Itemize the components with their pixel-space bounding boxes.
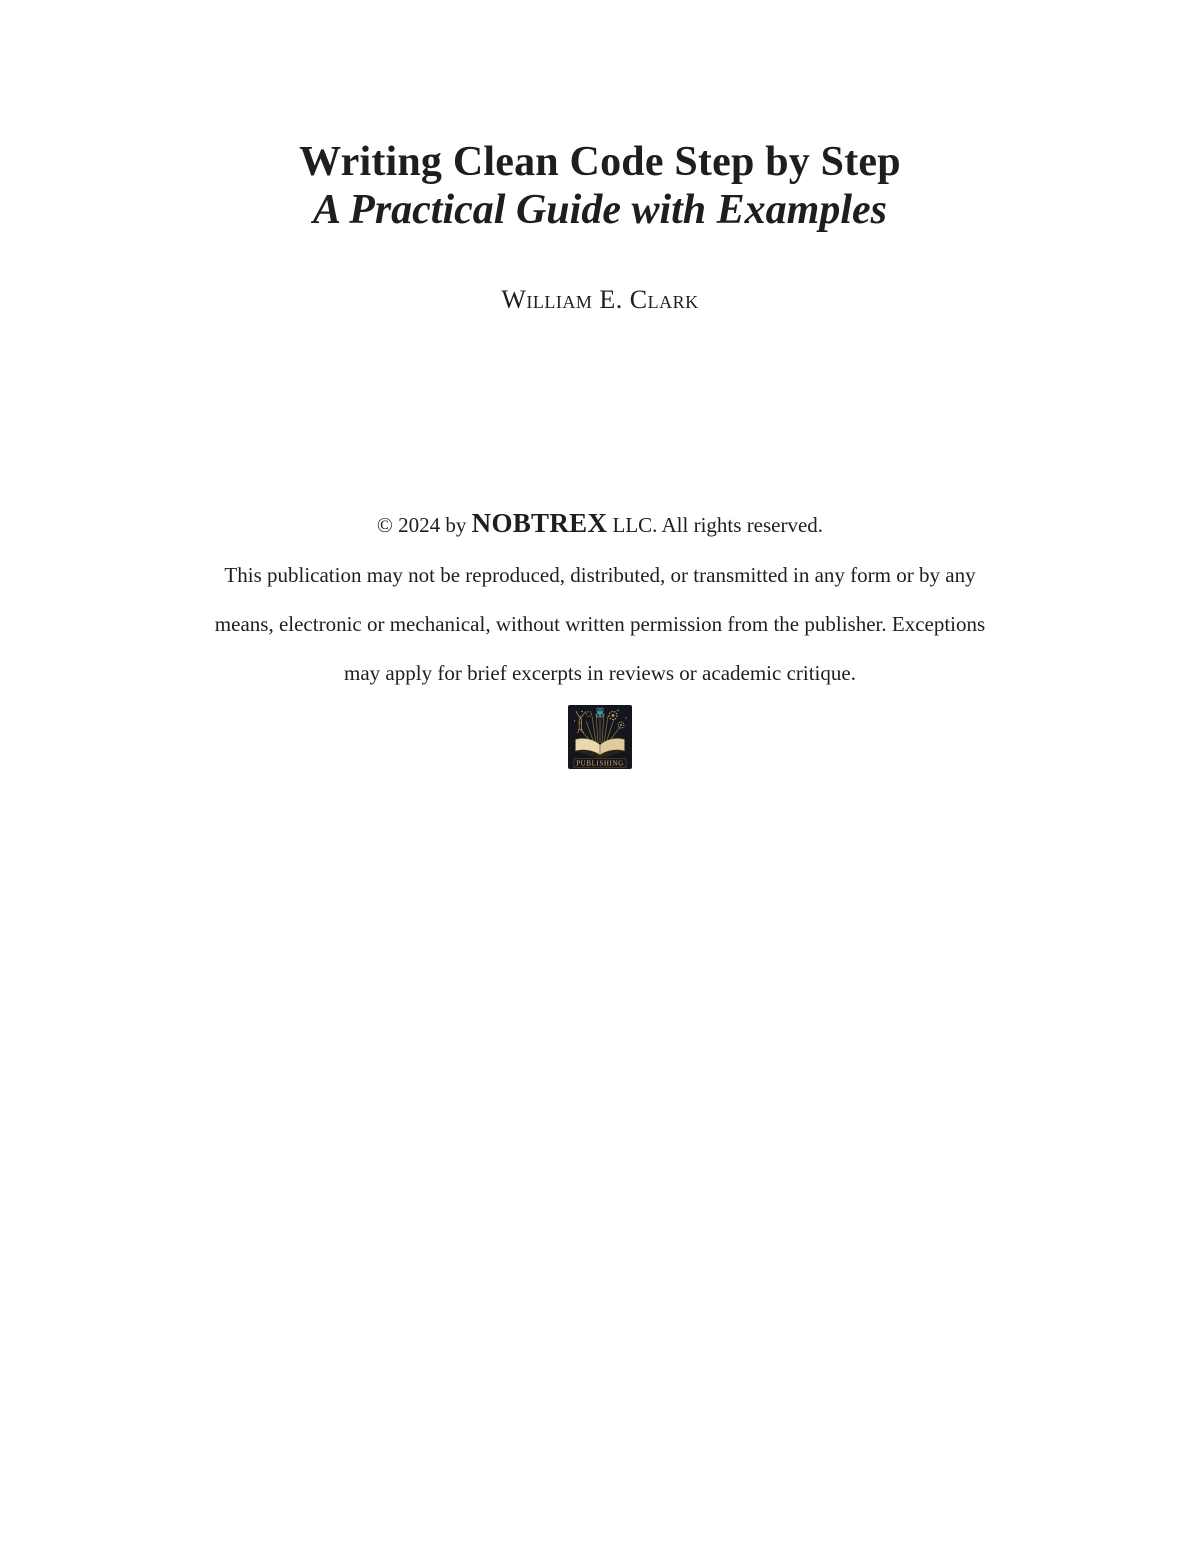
publisher-logo-image [568, 705, 632, 769]
rights-notice-line: means, electronic or mechanical, without written permission from the publisher. Exceptions [214, 612, 986, 636]
copyright-suffix: LLC. All rights reserved. [607, 513, 824, 537]
book-title: Writing Clean Code Step by Step [299, 139, 901, 185]
copyright-line [0, 499, 1200, 550]
copyright-prefix: © 2024 by [376, 513, 472, 537]
copyright-block [0, 499, 1200, 769]
rights-notice-line: may apply for brief excerpts in reviews or academic critique. [344, 661, 856, 685]
publisher-name: NOBTREX [471, 508, 608, 538]
rights-notice [0, 551, 1200, 698]
publisher-logo-wrap [0, 705, 1200, 769]
logo-label: PUBLISHING [576, 759, 624, 768]
title-block [0, 0, 1200, 316]
book-subtitle: A Practical Guide with Examples [312, 187, 888, 233]
book-author: William E. Clark [501, 285, 699, 314]
rights-notice-line: This publication may not be reproduced, distributed, or transmitted in any form or by any [224, 563, 976, 587]
